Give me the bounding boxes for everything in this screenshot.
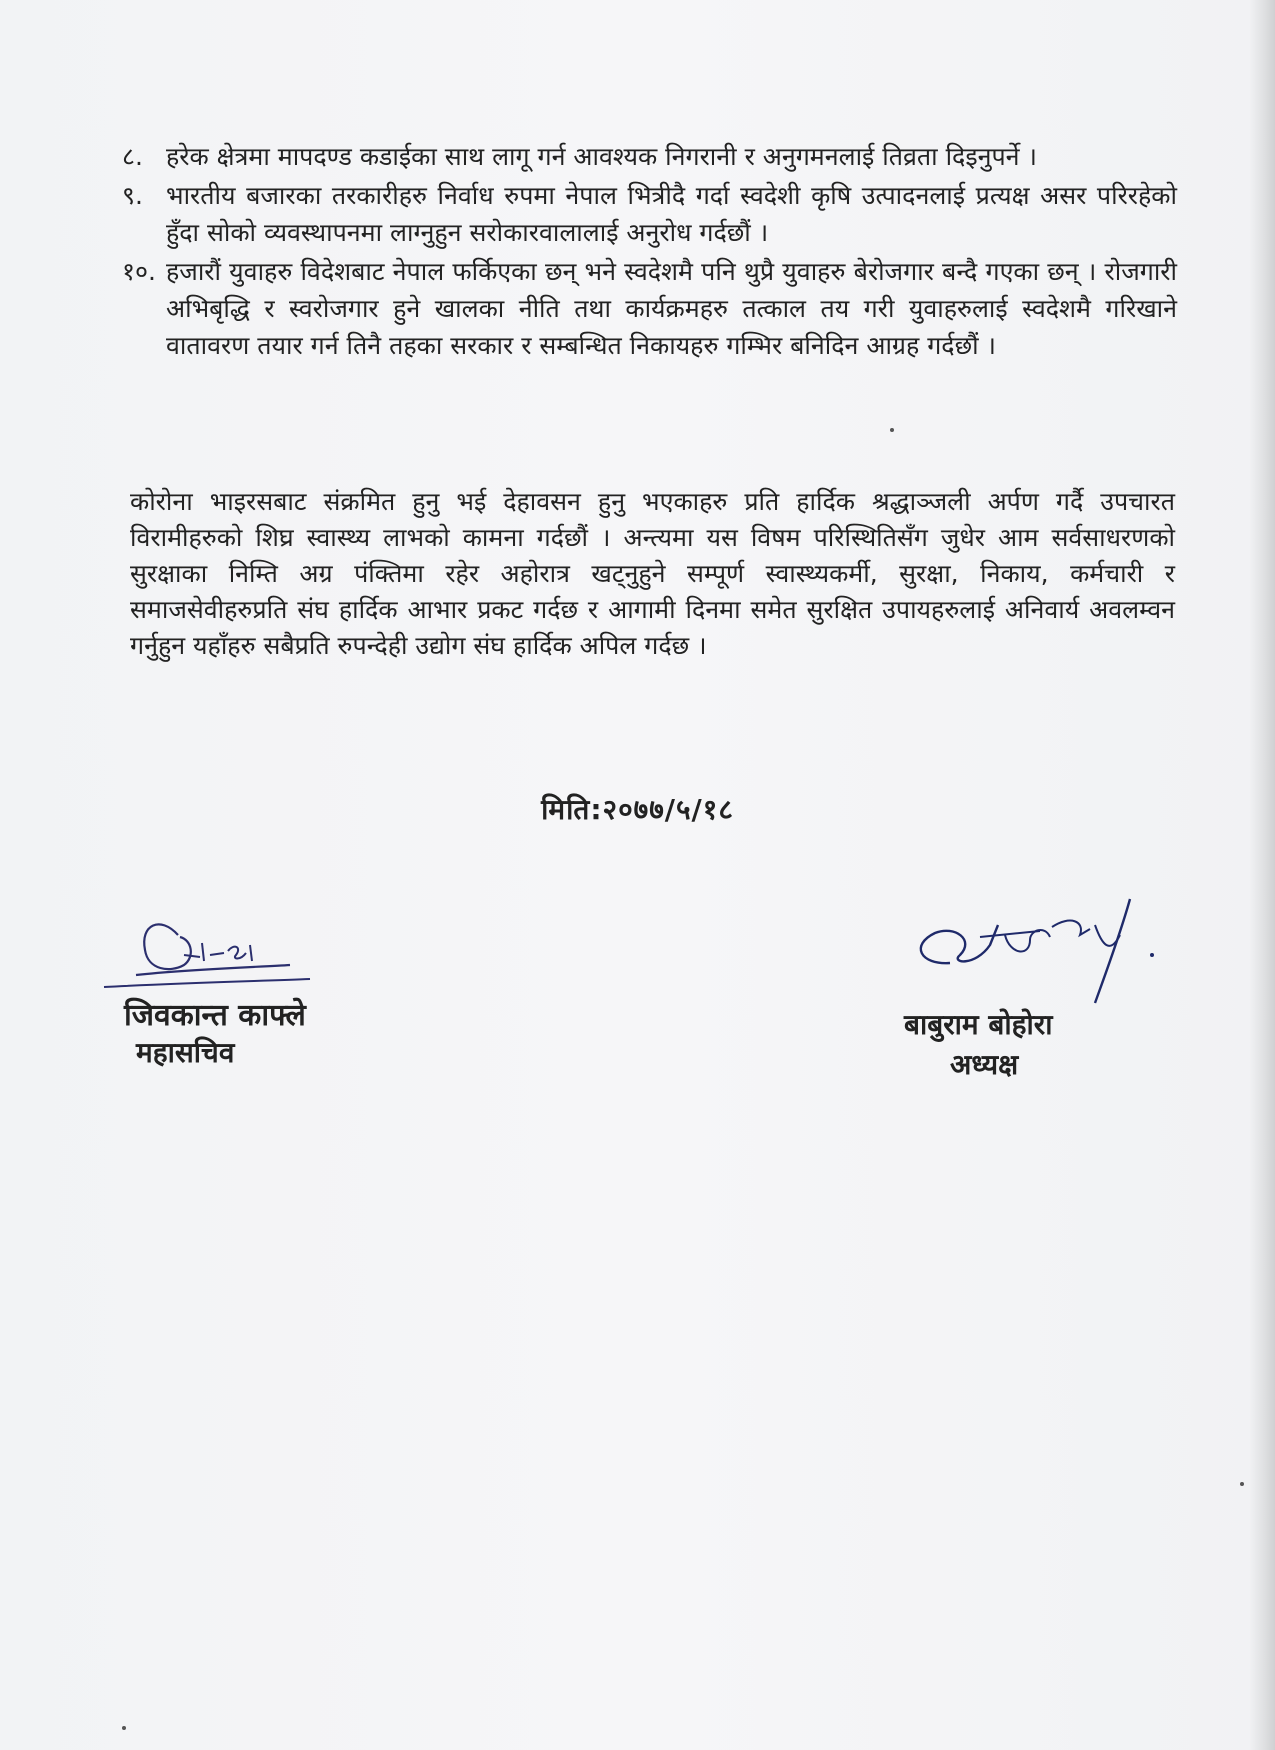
item-number: ९. — [122, 181, 143, 210]
signature-block-president — [880, 885, 1200, 1081]
handwritten-signature-left — [100, 895, 420, 1005]
item-text: भारतीय बजारका तरकारीहरु निर्वाध रुपमा नेपाल भित्रीदै गर्दा स्वदेशी कृषि उत्पादनलाई प्रत्यक्ष असर परिरहेको हुँदा सोको व्यवस्थापनमा लाग्नुहुन सरोकारवालालाई अनुरोध गर्दछौं । — [166, 181, 1177, 247]
handwritten-signature-right — [880, 885, 1200, 1015]
signature-block-general-secretary — [100, 895, 420, 1075]
list-item — [122, 177, 1177, 251]
item-text: हजारौं युवाहरु विदेशबाट नेपाल फर्किएका छन् भने स्वदेशमै पनि थुप्रै युवाहरु बेरोजगार बन्दै गएका छन् । रोजगारी अभिबृद्धि र स्वरोजगार हुने खालका नीति तथा कार्यक्रमहरु तत्काल तय गरी युवाहरुलाई स्वदेशमै गरिखाने वातावरण तयार गर्न तिनै तहका सरकार र सम्बन्धित निकायहरु गम्भिर बनिदिन आग्रह गर्दछौं । — [166, 257, 1177, 360]
list-item — [122, 253, 1177, 364]
signatory-name: बाबुराम बोहोरा — [904, 1008, 1053, 1041]
numbered-list — [122, 138, 1177, 366]
paper-speck — [890, 428, 894, 432]
item-number: १०. — [122, 257, 156, 286]
closing-paragraph: कोरोना भाइरसबाट संक्रमित हुनु भई देहावसन हुनु भएकाहरु प्रति हार्दिक श्रद्धाञ्जली अर्पण गर्दै उपचारत विरामीहरुको शिघ्र स्वास्थ्य लाभको कामना गर्दछौं । अन्त्यमा यस विषम परिस्थितिसँग जुधेर आम सर्वसाधरणको सुरक्षाका निम्ति अग्र पंक्तिमा रहेर अहोरात्र खट्नुहुने सम्पूर्ण स्वास्थ्यकर्मी, सुरक्षा, निकाय, कर्मचारी र समाजसेवीहरुप्रति संघ हार्दिक आभार प्रकट गर्दछ र आगामी दिनमा समेत सुरक्षित उपायहरुलाई अनिवार्य अवलम्वन गर्नुहुन यहाँहरु सबैप्रति रुपन्देही उद्योग संघ हार्दिक अपिल गर्दछ । — [130, 487, 1175, 660]
page-edge-shadow — [1249, 0, 1275, 1750]
signatory-title: महासचिव — [136, 1036, 235, 1069]
paper-speck — [122, 1726, 126, 1730]
list-item — [122, 138, 1177, 175]
paper-speck — [1240, 1482, 1244, 1486]
signatory-title: अध्यक्ष — [950, 1048, 1019, 1081]
item-number: ८. — [122, 142, 143, 171]
item-text: हरेक क्षेत्रमा मापदण्ड कडाईका साथ लागू गर्न आवश्यक निगरानी र अनुगमनलाई तिव्रता दिइनुपर्ने । — [166, 142, 1037, 171]
signatory-name: जिवकान्त काफ्ले — [124, 998, 306, 1033]
document-date: मिति:२०७७/५/१८ — [541, 793, 734, 826]
